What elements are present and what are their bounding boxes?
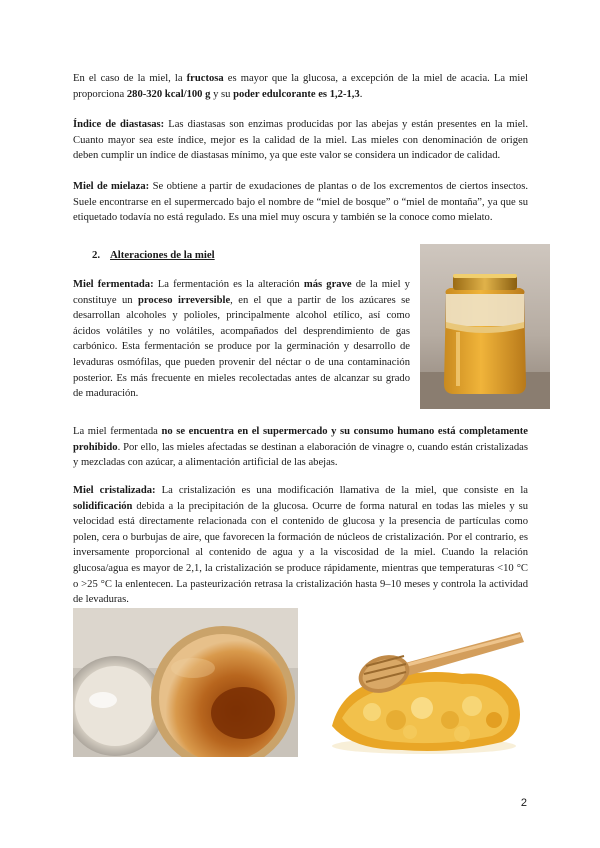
- paragraph-fermented-honey: [73, 277, 410, 402]
- text: La cristalización es una modificación llamativa de la miel, que consiste en la: [155, 485, 528, 496]
- text: y su: [210, 88, 234, 100]
- text: La miel fermentada: [73, 426, 162, 437]
- paragraph-crystallized-honey: [73, 483, 528, 608]
- text: Las diastasas son enzimas producidas por las abejas y están presentes en la miel. Cuanto mayor sea este índice, mejor es la calidad de la miel. Las mieles con denominación de origen deben cumplir un índice de diastasas mínimo, ya que este valor se considera un indicador de calidad.: [73, 119, 529, 162]
- fermented-honey-jar-photo: [420, 244, 550, 409]
- bold-text: solidificación: [73, 500, 133, 512]
- text: es mayor que la glucosa, a excepción de la miel de acacia. La miel proporciona: [73, 73, 528, 100]
- bold-term: Miel de mielaza:: [73, 181, 150, 192]
- text: En el caso de la miel, la: [73, 73, 187, 84]
- crystallized-honey-dipper-photo: [312, 608, 532, 757]
- paragraph-honeydew: [73, 179, 528, 226]
- bold-text: poder edulcorante es 1,2-1,3: [233, 88, 360, 100]
- bold-text: 280-320 kcal/100 g: [126, 88, 211, 100]
- bold-term: Miel fermentada:: [73, 279, 154, 290]
- bold-text: más grave: [303, 279, 352, 290]
- text: , en el que a partir de los azúcares se desarrollan alcoholes y polioles, principalmente alcohol etílico, así como ácidos volátiles y no volátiles, acompañados del desprendimiento de gas carbónico. Esta fermentación se produce por la germinación y desarrollo de levaduras osmófilas, que pueden provenir del néctar o de una contaminación posterior. Es más frecuente en mieles recolectadas antes de alcanzar su grado de maduración.: [73, 294, 410, 400]
- bold-term: Índice de diastasas:: [73, 119, 165, 130]
- section-heading: [92, 249, 215, 261]
- paragraph-honey-sugars: [73, 71, 528, 102]
- bold-text: fructosa: [186, 73, 224, 84]
- text: Se obtiene a partir de exudaciones de plantas o de los excrementos de ciertos insectos. Suele encontrarse en el supermercado bajo el nombre de “miel de bosque” o “miel de montaña”, ya que su etiquetado todavía no está regulado. Es una miel muy oscura y también se la conoce como mielato.: [73, 181, 529, 224]
- text: debida a la precipitación de la glucosa. Ocurre de forma natural en todas las mieles y su velocidad está directamente relacionada con el contenido de glucosa y la presencia de partículas como polen, cera o burbujas de aire, que favorecen la formación de núcleos de cristalización. Por el contrario, es inversamente proporcional al contenido de agua y a la viscosidad de la miel. Cuando la relación glucosa/agua es mayor de 2,1, la cristalización se produce rápidamente, mientras que temperaturas <10 °C o >25 °C la enlentecen. La pasteurización retrasa la cristalización hasta 9–10 meses y controla la actividad de levaduras.: [73, 500, 528, 606]
- page-number: 2: [520, 797, 527, 809]
- text: La fermentación es la alteración: [153, 279, 304, 290]
- bold-text: proceso irreversible: [138, 294, 231, 306]
- paragraph-fermented-prohibited: [73, 424, 528, 471]
- crystallized-honey-jar-photo: [73, 608, 298, 757]
- text: de la miel y constituye un: [73, 279, 410, 306]
- paragraph-diastase-index: [73, 117, 528, 164]
- bold-term: Miel cristalizada:: [73, 485, 156, 496]
- bold-text: no se encuentra en el supermercado y su consumo humano está completamente prohibido: [73, 426, 528, 453]
- section-title: Alteraciones de la miel: [110, 249, 215, 261]
- section-number: 2.: [92, 249, 101, 261]
- text: .: [359, 88, 363, 100]
- text: . Por ello, las mieles afectadas se destinan a elaboración de vinagre o, cuando están cristalizadas y mezcladas con azúcar, a alimentación artificial de las abejas.: [73, 441, 528, 469]
